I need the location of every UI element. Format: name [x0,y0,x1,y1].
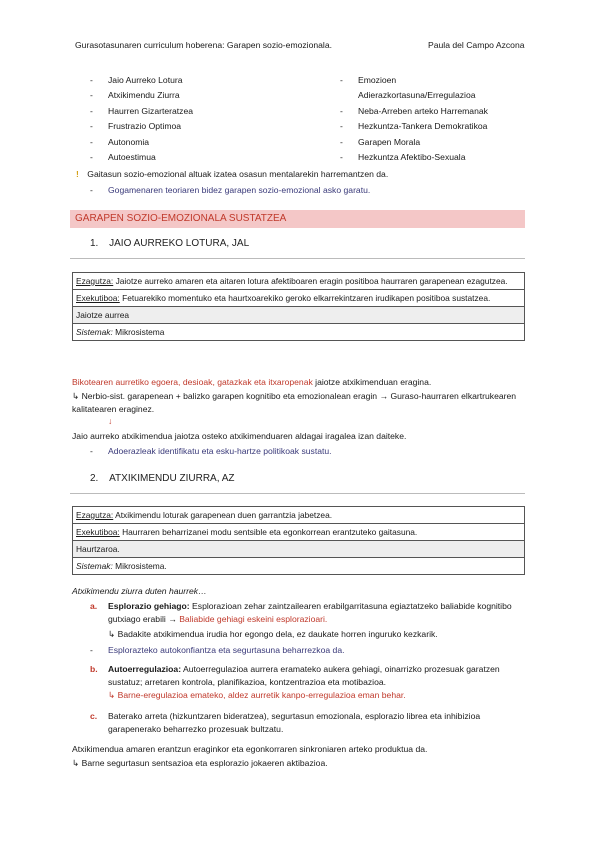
item-label: a. [90,601,98,611]
list-item [90,135,193,150]
topic-label: Adierazkortasuna/Erregulazioa [358,90,476,101]
paragraph-text: jaiotze atxikimenduan eragina. [312,377,432,387]
topic-label: Frustrazio Optimoa [108,121,182,132]
item-bold: Esplorazio gehiago: [108,601,190,611]
exekutiboa-label: Exekutiboa: [76,293,120,303]
table-row [73,524,525,541]
ezagutza-text: Jaiotze aurreko amaren eta aitaren lotura afektiboaren eragin positiboa haurraren garapenean ezagutzea. [113,276,508,286]
table-row [73,558,525,575]
bullet-text: Esplorazteko autokonfiantza eta segurtasuna beharrezkoa da. [108,645,345,655]
az-lead: Atxikimendu ziurra duten haurrek… [72,586,207,596]
item-a-bullet [90,644,344,657]
list-item [90,104,193,119]
table-cell [73,524,525,541]
exclamation-icon: ! [76,169,79,179]
list-item [90,150,193,165]
sistemak-text: Mikrosistema [112,327,165,337]
heading-jal [90,238,249,249]
table-row [73,290,525,307]
table-cell [73,507,525,524]
dash: - [90,121,93,132]
doc-header-author: Paula del Campo Azcona [428,40,525,50]
list-item [340,73,488,88]
list-item-c [90,710,526,734]
table-cell [73,558,525,575]
doc-header-title: Gurasotasunaren curriculum hoberena: Garapen sozio-emozionala. [75,40,332,50]
dash: - [90,645,93,655]
item-a-sub: ↳ Badakite atxikimendua irudia hor egongo dela, ez daukate horren inguruko kezkarik. [108,629,438,639]
dash: - [90,446,93,456]
exekutiboa-label: Exekutiboa: [76,527,120,537]
topic-label: Hezkuntza-Tankera Demokratikoa [358,121,488,132]
bullet-text: Adoerazleak identifikatu eta esku-hartze politikoak sustatu. [108,446,332,456]
topic-label: Autoestimua [108,151,156,162]
topic-label: Hezkuntza Afektibo-Sexuala [358,151,466,162]
section-title: GARAPEN SOZIO-EMOZIONALA SUSTATZEA [75,213,287,224]
exekutiboa-text: Fetuarekiko momentuko eta haurtxoarekiko geroko elkarrekintzaren irudikapen positiboa sustatzea. [119,293,491,303]
topics-list-right [340,73,488,165]
dash: - [340,136,343,147]
intro-sub [90,185,370,195]
jal-paragraph-1 [72,376,527,389]
topic-label: Emozioen [358,75,397,85]
topic-label: Atxikimendu Ziurra [108,90,180,101]
heading-text: ATXIKIMENDU ZIURRA, AZ [109,473,235,484]
table-row [73,324,525,341]
item-body [108,600,526,626]
jal-paragraph-3: Jaio aurreko atxikimendua jaiotza osteko atxikimenduaren aldagai iragalea izan daiteke. [72,431,407,441]
heading-text: JAIO AURREKO LOTURA, JAL [109,238,250,249]
dash: - [340,105,343,116]
az-info-table [72,506,525,575]
item-highlight: Baliabide gehiagi eskeini esplorazioari. [179,613,328,624]
heading-number: 1. [90,238,99,249]
sistemak-label: Sistemak: [76,327,113,337]
list-item [340,104,488,119]
item-label: c. [90,711,98,721]
table-row [73,507,525,524]
table-cell: Jaiotze aurrea [73,307,525,324]
dash: - [90,151,93,162]
sistemak-text: Mikrosistema. [112,561,167,571]
item-bold: Autoerregulazioa: [108,664,182,674]
exekutiboa-text: Haurraren beharrizanei modu sentsible eta egonkorrean erantzuteko gaitasuna. [119,527,418,537]
intro-text: Gaitasun sozio-emozional altuak izatea osasun mentalarekin harremantzen da. [87,169,389,179]
list-item [340,119,488,134]
list-item [90,88,193,103]
list-item-a [90,600,526,624]
item-text: Esplorazioan zehar zaintzailearen erabilgarritasuna egiaztatzeko baliabide kognitibo gutxiago erabili → [108,601,512,624]
topic-label: Neba-Arreben arteko Harremanak [358,105,488,116]
ezagutza-label: Ezagutza: [76,510,114,520]
intro-sub-text: Gogamenaren teoriaren bidez garapen sozio-emozional asko garatu. [108,185,371,195]
list-item [340,150,488,165]
table-cell [73,324,525,341]
sistemak-label: Sistemak: [76,561,113,571]
divider [70,493,525,494]
table-row [73,541,525,558]
table-row [73,307,525,324]
item-b-sub: ↳ Barne-eregulazioa emateko, aldez aurretik kanpo-erregulazioa eman behar. [108,690,406,700]
list-item [90,73,193,88]
ezagutza-text: Atxikimendu loturak garapenean duen garrantzia jabetzea. [113,510,333,520]
dash: - [90,105,93,116]
dash: - [340,121,343,132]
list-item-b [90,663,526,687]
topic-label: Jaio Aurreko Lotura [108,75,183,85]
table-cell [73,290,525,307]
topic-label: Garapen Morala [358,136,421,147]
list-item [340,88,488,103]
arrow-down-icon: ↓ [108,416,113,426]
topics-list-left [90,73,193,165]
jal-info-table [72,272,525,341]
ezagutza-label: Ezagutza: [76,276,114,286]
table-cell: Haurtzaroa. [73,541,525,558]
divider [70,258,525,259]
section-heading-bar [70,210,525,228]
item-body [108,663,526,689]
dash: - [340,151,343,162]
topic-label: Autonomia [108,136,150,147]
highlight-text: Bikotearen aurretiko egoera, desioak, gatazkak eta itxaropenak [72,377,313,387]
jal-bullet [90,446,332,456]
az-closing-2: ↳ Barne segurtasun sentsazioa eta esplorazio jokaeren aktibazioa. [72,758,328,768]
dash: - [90,136,93,147]
dash: - [340,75,343,85]
item-text: Autoerregulazioa aurrera eramateko aukera gehiagi, oinarrizko prozesuak garatzen sustatuz; arretaren kontrola, planifikazioa, kontzentrazioa eta motibazioa. [108,664,500,687]
item-label: b. [90,664,98,674]
item-body: Baterako arreta (hizkuntzaren bideratzea), segurtasun emozionala, esplorazio librea eta inhibizioa garapenerako beharrezko prozesuak bultzatu. [108,711,481,734]
list-item [340,135,488,150]
dash: - [90,75,93,85]
heading-az [90,473,235,484]
list-item [90,119,193,134]
table-cell [73,273,525,290]
jal-paragraph-2: ↳ Nerbio-sist. garapenean + balizko garapen kognitibo eta emozionalean eragin → Guraso-haurraren elkartrukearen kalitatearen eraginez. [72,391,517,414]
dash: - [90,90,93,101]
dash: - [90,185,93,195]
table-row [73,273,525,290]
heading-number: 2. [90,473,99,484]
topic-label: Haurren Gizarteratzea [108,105,194,116]
az-closing-1: Atxikimendua amaren erantzun eraginkor eta egonkorraren sinkroniaren arteko produktua da. [72,744,428,754]
intro-line [76,169,388,179]
